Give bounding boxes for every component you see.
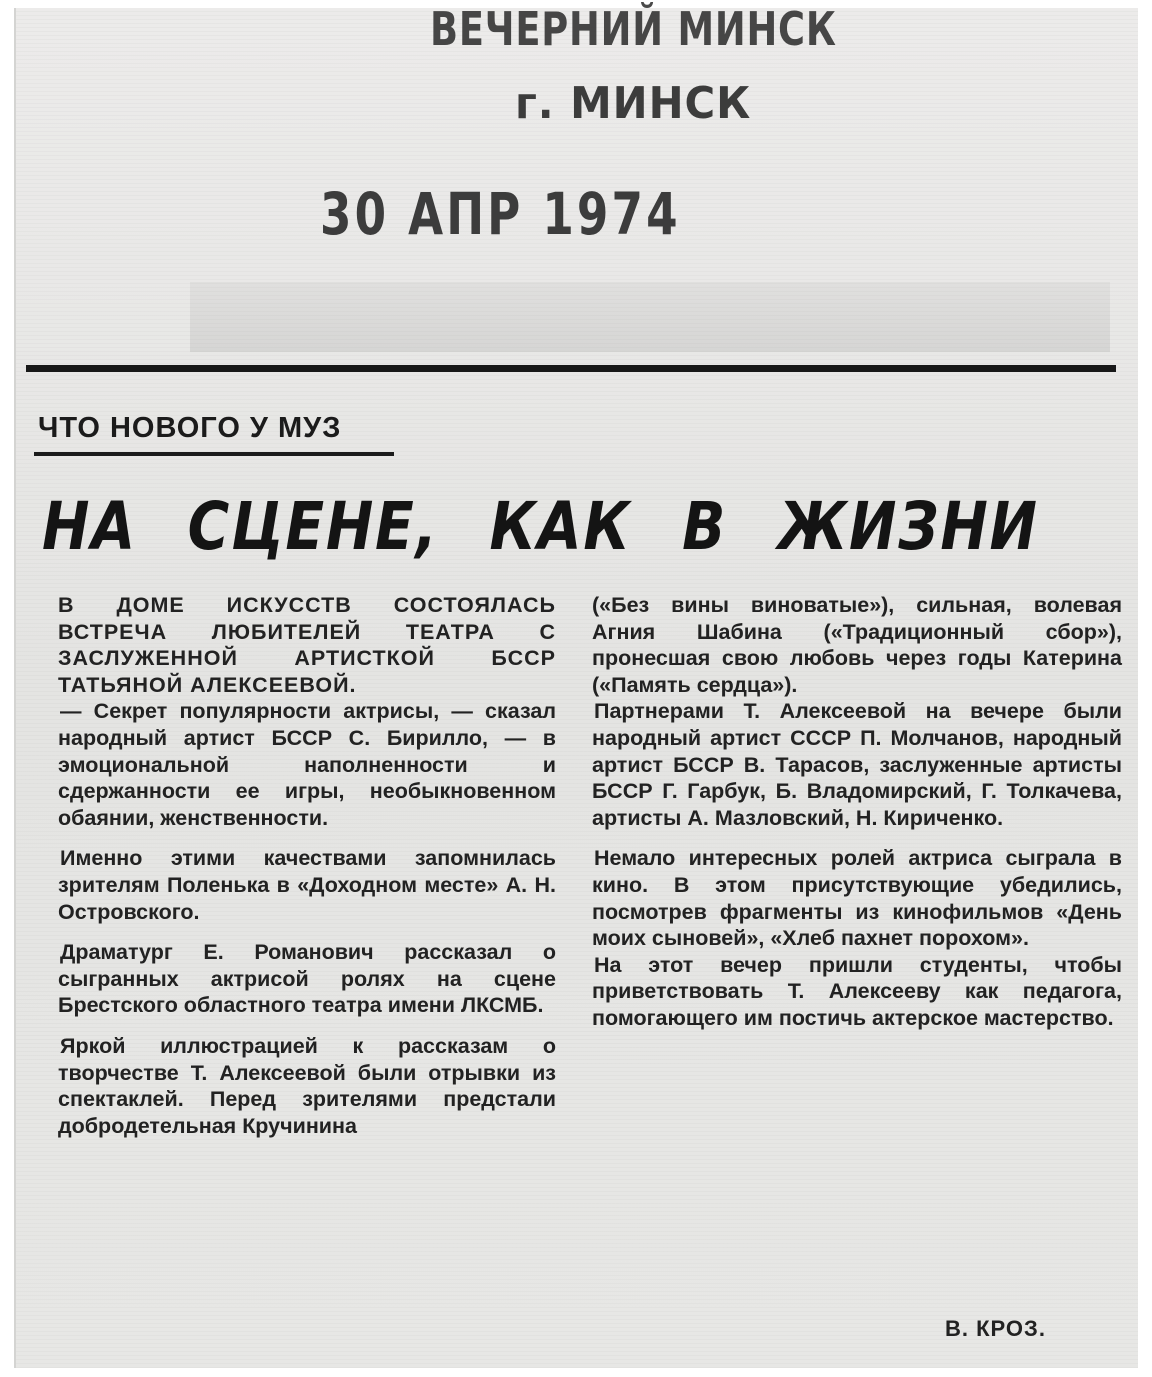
paragraph: Именно этими качествами запомнилась зрителям Поленька в «Доходном месте» А. Н. Островского.	[58, 846, 556, 924]
paragraph: Яркой иллюстрацией к рассказам о творчестве Т. Алексеевой были отрывки из спектаклей. Перед зрителями предстали добродетельная Кручинина	[58, 1033, 556, 1138]
right-column	[592, 592, 1122, 1032]
paragraph: На этот вечер пришли студенты, чтобы приветствовать Т. Алексееву как педагога, помогающего им постичь актерское мастерство.	[592, 952, 1122, 1030]
bleed-through-band	[190, 282, 1110, 352]
top-rule-divider	[26, 365, 1116, 372]
newspaper-name-stamp: ВЕЧЕРНИЙ МИНСК	[430, 2, 837, 56]
rubric-underline	[34, 452, 394, 456]
paragraph: Немало интересных ролей актриса сыграла в кино. В этом присутствующие убедились, посмотрев фрагменты из кинофильмов «День моих сыновей», «Хлеб пахнет порохом».	[592, 846, 1122, 951]
paragraph: Партнерами Т. Алексеевой на вечере были народный артист СССР П. Молчанов, народный артист БССР В. Тарасов, заслуженные артисты БССР Г. Гарбук, Б. Владомирский, Г. Толкачева, артисты А. Мазловский, Н. Кириченко.	[592, 699, 1122, 830]
paragraph: — Секрет популярности актрисы, — сказал народный артист БССР С. Бирилло, — в эмоциональной наполненности и сдержанности ее игры, необыкновенном обаянии, женственности.	[58, 699, 556, 830]
left-column	[58, 592, 556, 1139]
paragraph: Драматург Е. Романович рассказал о сыгранных актрисой ролях на сцене Брестского областного театра имени ЛКСМБ.	[58, 940, 556, 1018]
article-headline: НА СЦЕНЕ, КАК В ЖИЗНИ	[42, 488, 1039, 565]
author-signature: В. КРОЗ.	[945, 1316, 1046, 1341]
city-stamp: г. МИНСК	[515, 78, 752, 129]
section-rubric: ЧТО НОВОГО У МУЗ	[38, 412, 342, 444]
paragraph: («Без вины виноватые»), сильная, волевая Агния Шабина («Традиционный сбор»), пронесшая свою любовь через годы Катерина («Память сердца»).	[592, 593, 1122, 697]
lead-paragraph: В ДОМЕ ИСКУССТВ СОСТОЯЛАСЬ ВСТРЕЧА ЛЮБИТЕЛЕЙ ТЕАТРА С ЗАСЛУЖЕННОЙ АРТИСТКОЙ БССР ТАТЬЯНОЙ АЛЕКСЕЕВОЙ.	[58, 593, 556, 697]
date-stamp: 30 АПР 1974	[320, 180, 681, 248]
